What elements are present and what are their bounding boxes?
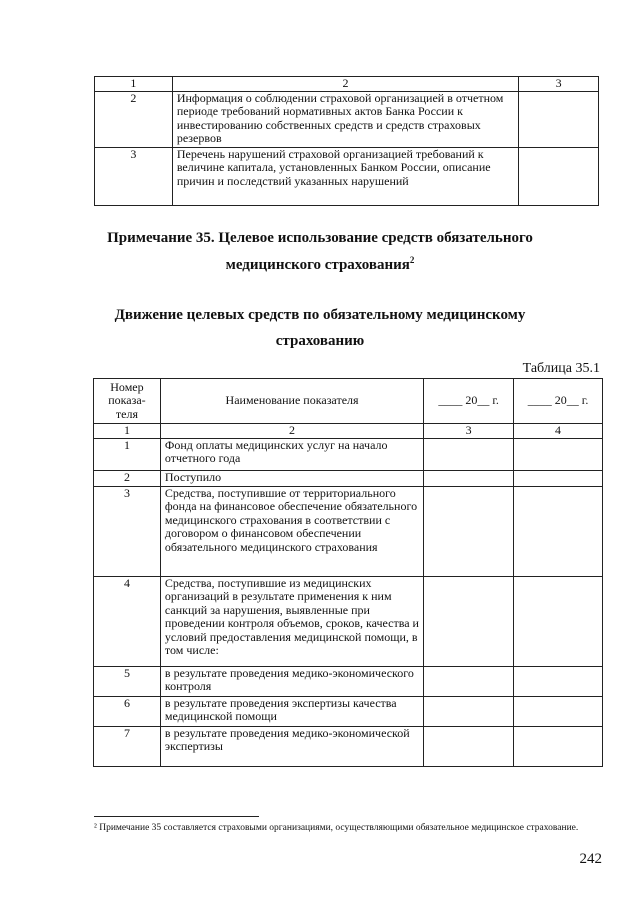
table-row <box>94 696 603 726</box>
column-header-year: ____ 20__ г. <box>424 379 514 424</box>
section-heading-line2: страхованию <box>275 333 365 349</box>
row-value <box>424 696 514 726</box>
table-row <box>94 576 603 666</box>
row-number: 2 <box>94 470 161 486</box>
row-text: в результате проведения медико-экономического контроля <box>160 666 423 696</box>
row-value <box>514 438 603 470</box>
row-text: Информация о соблюдении страховой организацией в отчетном периоде требований нормативных актов Банка России к инвестированию собственных средств и средств страховых резервов <box>172 91 518 147</box>
column-header-name: Наименование показателя <box>160 379 423 424</box>
row-value <box>424 576 514 666</box>
row-value <box>514 576 603 666</box>
target-funds-table <box>93 378 603 767</box>
row-value <box>424 438 514 470</box>
column-header-year: ____ 20__ г. <box>514 379 603 424</box>
row-value <box>514 726 603 766</box>
column-index: 4 <box>514 424 603 439</box>
note-heading-line2 <box>0 255 640 274</box>
row-value <box>514 470 603 486</box>
row-text: Средства, поступившие от территориального фонда на финансовое обеспечение обязательного медицинского страхования в соответствии с договором о финансовом обеспечении обязательного медицинского страхования <box>160 486 423 576</box>
column-header-number: Номер показа-теля <box>94 379 161 424</box>
table-header-row <box>95 77 599 92</box>
row-text: Перечень нарушений страховой организацией требований к величине капитала, установленных Банком России, описание причин и последствий указанных нарушений <box>172 147 518 205</box>
table-caption: Таблица 35.1 <box>522 361 600 376</box>
row-value <box>514 696 603 726</box>
row-value <box>514 666 603 696</box>
footnote-marker: 2 <box>409 255 415 265</box>
page-number: 242 <box>579 851 602 867</box>
table-continuation <box>94 76 599 206</box>
footnote: ² Примечание 35 составляется страховыми организациями, осуществляющими обязательное медицинское страхование. <box>94 823 579 833</box>
row-number: 7 <box>94 726 161 766</box>
row-number: 3 <box>95 147 173 205</box>
row-value <box>424 470 514 486</box>
table-row <box>95 91 599 147</box>
row-text: в результате проведения экспертизы качества медицинской помощи <box>160 696 423 726</box>
table-row <box>94 486 603 576</box>
table-header-row <box>94 379 603 424</box>
row-value <box>424 666 514 696</box>
row-number: 2 <box>95 91 173 147</box>
column-index: 1 <box>94 424 161 439</box>
row-number: 4 <box>94 576 161 666</box>
note-heading-text: медицинского страхования <box>225 257 410 273</box>
row-number: 1 <box>94 438 161 470</box>
table-row <box>94 726 603 766</box>
row-text: Фонд оплаты медицинских услуг на начало отчетного года <box>160 438 423 470</box>
table-row <box>94 438 603 470</box>
row-number: 6 <box>94 696 161 726</box>
row-text: Средства, поступившие из медицинских организаций в результате применения к ним санкций за нарушения, выявленные при проведении контроля объемов, сроков, качества и условий предоставления медицинской помощи, в том числе: <box>160 576 423 666</box>
column-header: 1 <box>95 77 173 92</box>
row-value <box>514 486 603 576</box>
row-value <box>519 91 599 147</box>
row-text: Поступило <box>160 470 423 486</box>
row-value <box>519 147 599 205</box>
row-value <box>424 486 514 576</box>
table-row <box>94 666 603 696</box>
column-index: 3 <box>424 424 514 439</box>
section-heading-line1: Движение целевых средств по обязательному медицинскому <box>114 307 526 323</box>
note-heading-line1: Примечание 35. Целевое использование средств обязательного <box>107 230 533 246</box>
table-row <box>94 470 603 486</box>
row-value <box>424 726 514 766</box>
row-text: в результате проведения медико-экономической экспертизы <box>160 726 423 766</box>
row-number: 5 <box>94 666 161 696</box>
column-index: 2 <box>160 424 423 439</box>
column-header: 2 <box>172 77 518 92</box>
column-header: 3 <box>519 77 599 92</box>
row-number: 3 <box>94 486 161 576</box>
footnote-separator <box>94 816 259 817</box>
table-row <box>95 147 599 205</box>
table-index-row <box>94 424 603 439</box>
